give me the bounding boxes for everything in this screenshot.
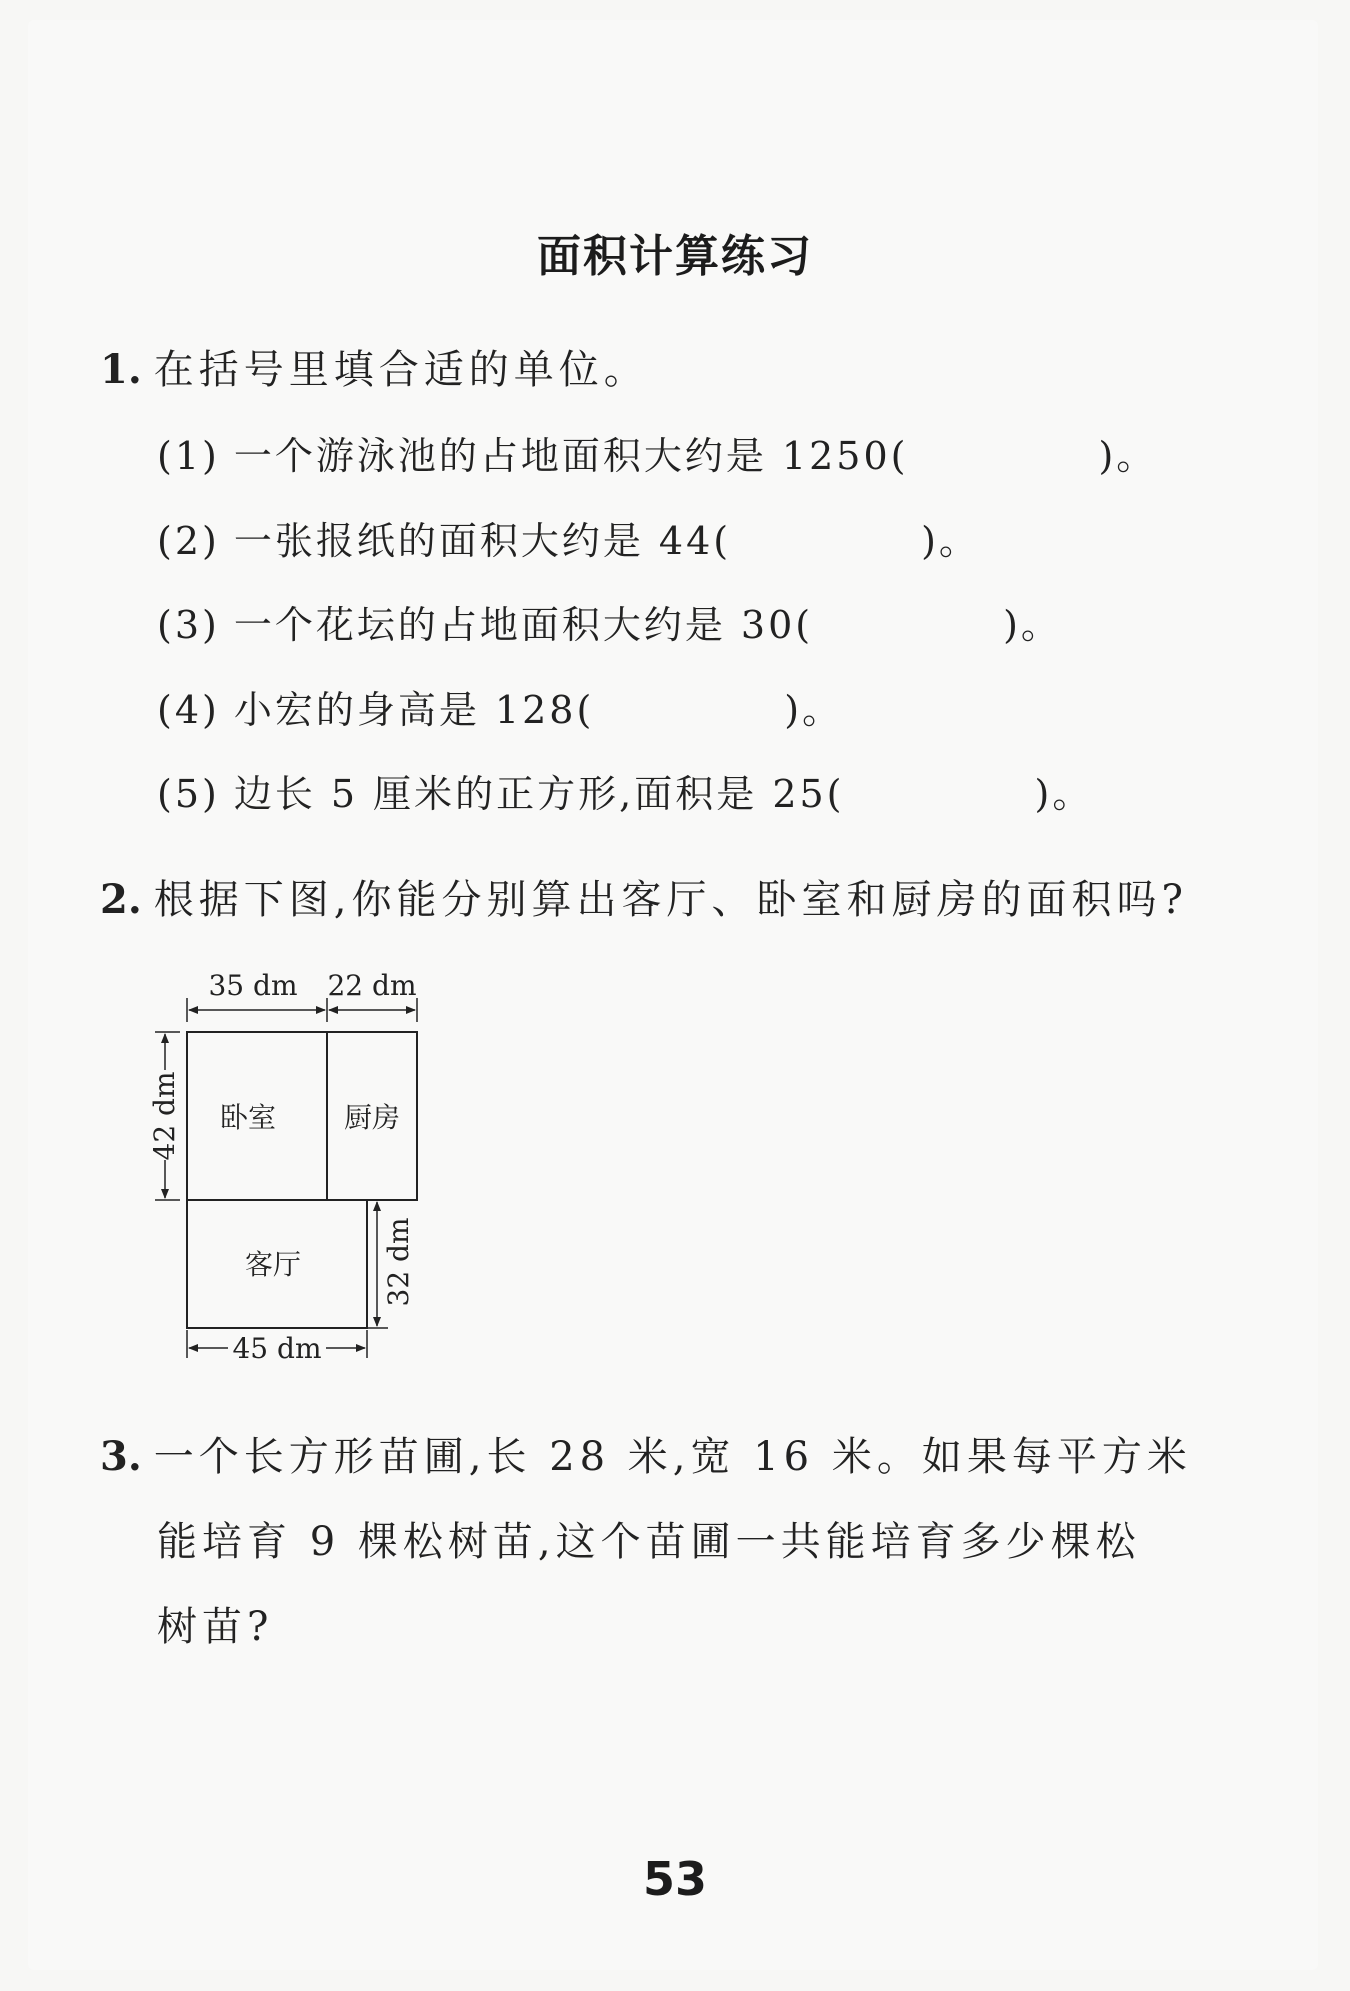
page-number: 53 <box>642 1852 707 1906</box>
q1-item-2-index: (2) <box>157 519 220 563</box>
q1-item-2 <box>157 510 980 565</box>
q1-item-1-close: )。 <box>1098 434 1158 478</box>
question-3-line-3: 树苗? <box>157 1604 274 1650</box>
question-1-text: 在括号里填合适的单位。 <box>153 347 649 393</box>
q1-item-3-index: (3) <box>157 603 220 647</box>
q1-item-4-close: )。 <box>784 688 844 732</box>
question-3-line-1: 一个长方形苗圃,长 28 米,宽 16 米。如果每平方米 <box>153 1434 1192 1480</box>
question-3-number: 3. <box>100 1433 142 1480</box>
q1-item-5-close: )。 <box>1034 772 1094 816</box>
room-kitchen-label: 厨房 <box>343 1101 401 1134</box>
q1-item-2-close: )。 <box>921 519 980 563</box>
dim-bottom-label: 45 dm <box>232 1332 322 1365</box>
q1-item-1-text: 一个游泳池的占地面积大约是 1250( <box>233 434 909 478</box>
q1-item-5-index: (5) <box>157 772 220 816</box>
q1-item-4 <box>157 679 843 734</box>
q1-item-3 <box>157 594 1062 649</box>
question-1-number: 1. <box>100 346 142 393</box>
q1-item-5 <box>157 763 1093 818</box>
q1-item-5-text: 边长 5 厘米的正方形,面积是 25( <box>233 772 845 816</box>
dim-left-label: 42 dm <box>148 1071 181 1161</box>
question-3 <box>100 1425 1192 1482</box>
question-2-number: 2. <box>100 876 142 923</box>
q1-item-2-text: 一张报纸的面积大约是 44( <box>233 519 732 563</box>
room-bedroom-label: 卧室 <box>219 1101 277 1134</box>
question-1 <box>100 338 649 395</box>
floor-plan-diagram <box>130 960 450 1380</box>
question-2 <box>100 868 1188 925</box>
dim-top-right-label: 22 dm <box>327 969 417 1002</box>
q1-item-4-text: 小宏的身高是 128( <box>233 688 595 732</box>
page-title: 面积计算练习 <box>537 231 813 282</box>
q1-item-1 <box>157 425 1157 480</box>
q1-item-3-text: 一个花坛的占地面积大约是 30( <box>233 603 814 647</box>
q1-item-3-close: )。 <box>1003 603 1062 647</box>
q1-item-1-index: (1) <box>157 434 220 478</box>
question-2-text: 根据下图,你能分别算出客厅、卧室和厨房的面积吗? <box>153 877 1188 923</box>
q1-item-4-index: (4) <box>157 688 220 732</box>
dim-right-label: 32 dm <box>382 1217 415 1307</box>
room-living-label: 客厅 <box>244 1248 302 1281</box>
dim-top-left-label: 35 dm <box>208 969 298 1002</box>
question-3-line-2: 能培育 9 棵松树苗,这个苗圃一共能培育多少棵松 <box>157 1519 1141 1565</box>
